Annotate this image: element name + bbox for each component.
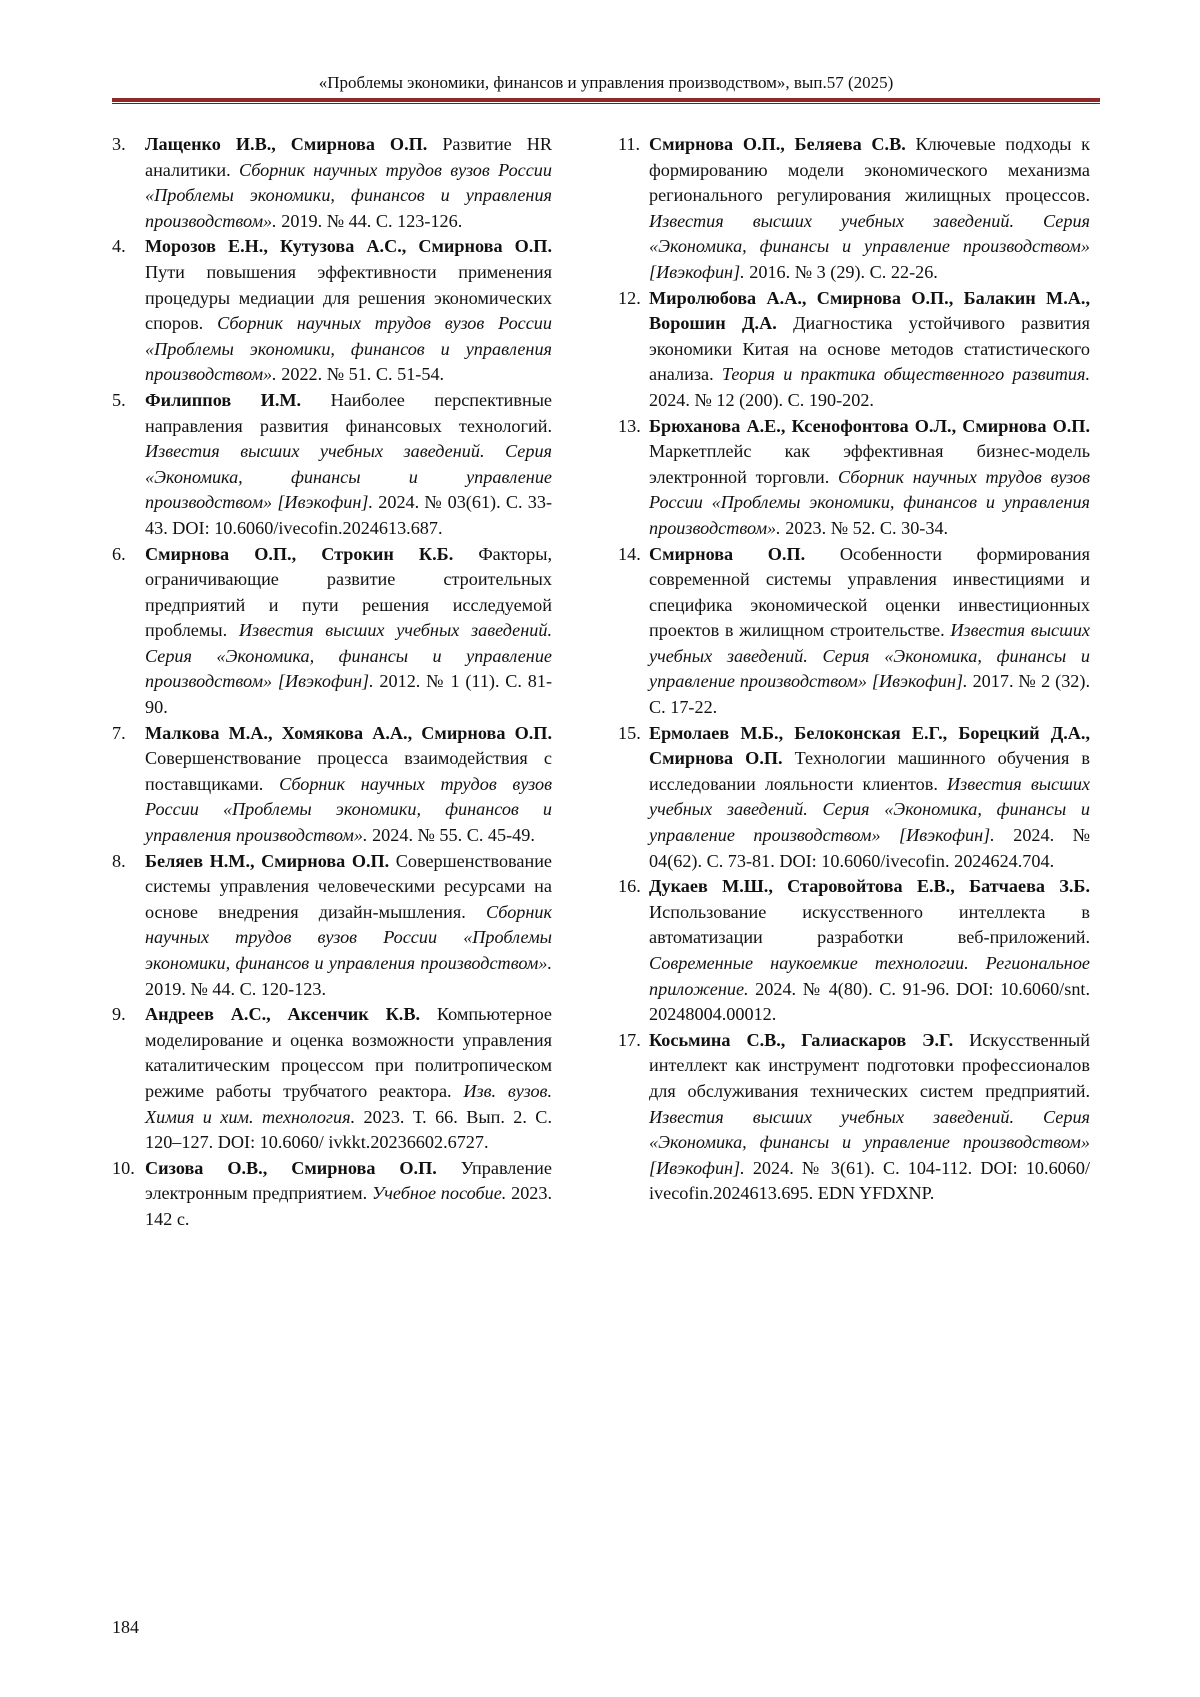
reference-source: Известия высших учебных заведений. Серия «Экономика, финансы и управление производством» [Ивэкофин]. [145,620,552,692]
reference-item [112,132,552,234]
reference-number: 5. [112,389,126,410]
reference-details: 2019. № 44. С. 123-126. [281,210,463,231]
reference-title: Развитие HR аналитики. [145,134,553,180]
header-rule-thick [112,98,1100,102]
reference-authors: Морозов Е.Н., Кутузова А.С., Смирнова О.П. [145,236,552,257]
reference-item [112,1156,552,1233]
reference-details: 2017. № 2 (32). С. 17-22. [649,671,1090,718]
reference-authors: Сизова О.В., Смирнова О.П. [145,1157,437,1178]
reference-title: Совершенствование системы управления человеческими ресурсами на основе внедрения дизайн-мышления. [145,850,552,922]
reference-number: 12. [618,287,641,308]
reference-source: Теория и практика общественного развития. [721,364,1090,385]
reference-item [618,1028,1090,1207]
reference-number: 4. [112,236,126,257]
reference-authors: Дукаев М.Ш., Старовойтова Е.В., Батчаева З.Б. [649,876,1090,897]
reference-authors: Смирнова О.П. [649,543,806,564]
reference-item [618,542,1090,721]
reference-authors: Ермолаев М.Б., Белоконская Е.Г., Борецкий Д.А., Смирнова О.П. [649,722,1090,769]
reference-item [112,721,552,849]
reference-authors: Андреев А.С., Аксенчик К.В. [145,1004,421,1025]
reference-authors: Косьмина С.В., Галиаскаров Э.Г. [649,1029,954,1050]
reference-item [112,234,552,388]
reference-number: 8. [112,850,126,871]
reference-title: Наиболее перспективные направления развития финансовых технологий. [145,389,552,436]
reference-details: 2023. Т. 66. Вып. 2. С. 120–127. DOI: 10.6060/ ivkkt.20236602.6727. [145,1106,552,1153]
reference-details: 2016. № 3 (29). С. 22-26. [749,261,938,282]
reference-source: Известия высших учебных заведений. Серия «Экономика, финансы и управление производством» [Ивэкофин]. [649,620,1090,692]
reference-source: Сборник научных трудов вузов России «Проблемы экономики, финансов и управления производством». [145,773,552,846]
reference-item [618,721,1090,875]
reference-source: Известия высших учебных заведений. Серия «Экономика, финансы и управление производством» [Ивэкофин]. [145,441,552,513]
references-column-right [618,132,1090,1207]
reference-source: Сборник научных трудов вузов России «Проблемы экономики, финансов и управления производством». [145,159,552,231]
reference-authors: Лащенко И.В., Смирнова О.П. [145,134,428,154]
reference-title: Диагностика устойчивого развития экономики Китая на основе методов статистического анализа. [649,313,1091,385]
reference-details: 2022. № 51. С. 51-54. [281,364,445,385]
reference-number: 14. [618,543,641,564]
reference-number: 11. [618,134,641,154]
reference-title: Управление электронным предприятием. [145,1157,552,1204]
reference-source: Известия высших учебных заведений. Серия «Экономика, финансы и управление производством» [Ивэкофин]. [649,1106,1090,1178]
reference-title: Маркетплейс как эффективная бизнес-модель электронной торговли. [649,441,1090,487]
reference-source: Современные наукоемкие технологии. Региональное приложение. [649,953,1090,999]
reference-details: 2024. № 03(61). С. 33-43. DOI: 10.6060/ivecofin.2024613.687. [145,492,552,538]
reference-authors: Малкова М.А., Хомякова А.А., Смирнова О.П. [145,722,552,743]
reference-details: 2012. № 1 (11). С. 81-90. [145,671,552,718]
reference-title: Ключевые подходы к формированию модели экономического механизма регионального регулирования жилищных процессов. [649,134,1090,206]
reference-item [112,1002,552,1156]
reference-source: Сборник научных трудов вузов России «Проблемы экономики, финансов и управления производством». [649,466,1091,538]
header-rule-thin [112,103,1100,104]
reference-item [112,849,552,1003]
reference-details: 2019. № 44. С. 120-123. [145,978,327,999]
reference-details: 2024. № 04(62). С. 73-81. DOI: 10.6060/ivecofin. 2024624.704. [649,825,1090,871]
reference-authors: Беляев Н.М., Смирнова О.П. [145,850,390,871]
header-rule [112,98,1100,104]
running-header: «Проблемы экономики, финансов и управления производством», вып.57 (2025) [318,73,894,92]
references-column-left [112,132,552,1233]
reference-authors: Филиппов И.М. [145,389,302,410]
reference-title: Пути повышения эффективности применения процедуры медиации для решения экономических споров. [145,261,552,334]
reference-authors: Смирнова О.П., Беляева С.В. [649,134,906,154]
reference-number: 10. [112,1157,135,1178]
reference-source: Сборник научных трудов вузов России «Проблемы экономики, финансов и управления производством». [145,313,552,385]
reference-number: 15. [618,722,641,743]
reference-authors: Брюханова А.Е., Ксенофонтова О.Л., Смирнова О.П. [649,415,1090,436]
reference-title: Технологии машинного обучения в исследовании лояльности клиентов. [649,748,1090,794]
reference-details: 2024. № 55. С. 45-49. [372,825,535,846]
reference-source: Известия высших учебных заведений. Серия «Экономика, финансы и управление производством» [Ивэкофин]. [649,773,1090,846]
reference-title: Факторы, ограничивающие развитие строительных предприятий и пути решения исследуемой проблемы. [145,543,553,641]
reference-number: 17. [618,1029,641,1050]
reference-title: Искусственный интеллект как инструмент подготовки профессионалов для обслуживания технических систем предприятий. [649,1029,1091,1101]
reference-title: Использование искусственного интеллекта в автоматизации разработки веб-приложений. [649,901,1090,948]
reference-source: Учебное пособие. [371,1183,507,1204]
reference-number: 9. [112,1004,126,1025]
reference-item [618,132,1090,286]
reference-number: 6. [112,543,126,564]
reference-details: 2023. 142 с. [145,1183,553,1229]
reference-number: 7. [112,722,126,743]
reference-authors: Смирнова О.П., Строкин К.Б. [145,543,454,564]
reference-title: Совершенствование процесса взаимодействия с поставщиками. [145,748,552,794]
reference-source: Сборник научных трудов вузов России «Проблемы экономики, финансов и управления производством». [145,901,553,973]
reference-title: Особенности формирования современной системы управления инвестициями и специфика экономической оценки инвестиционных проектов в жилищном строительстве. [649,543,1090,641]
reference-item [618,874,1090,1028]
reference-details: 2024. № 12 (200). С. 190-202. [649,389,874,410]
reference-details: 2024. № 3(61). С. 104-112. DOI: 10.6060/ ivecofin.2024613.695. EDN YFDXNP. [649,1157,1090,1204]
reference-source: Изв. вузов. Химия и хим. технология. [145,1080,552,1127]
reference-details: 2023. № 52. С. 30-34. [785,517,949,538]
reference-item [618,286,1090,414]
reference-details: 2024. № 4(80). С. 91-96. DOI: 10.6060/snt. 20248004.00012. [649,978,1091,1025]
reference-item [112,388,552,542]
reference-authors: Миролюбова А.А., Смирнова О.П., Балакин М.А., Ворошин Д.А. [649,287,1090,334]
reference-number: 3. [112,134,126,154]
reference-item [618,414,1090,542]
page-number: 184 [112,1617,139,1637]
reference-item [112,542,552,721]
reference-number: 16. [618,876,641,897]
reference-title: Компьютерное моделирование и оценка возможности управления каталитическим процессом при политропическом режиме работы трубчатого реактора. [145,1004,552,1101]
reference-source: Известия высших учебных заведений. Серия «Экономика, финансы и управление производством» [Ивэкофин]. [649,210,1090,282]
reference-number: 13. [618,415,641,436]
